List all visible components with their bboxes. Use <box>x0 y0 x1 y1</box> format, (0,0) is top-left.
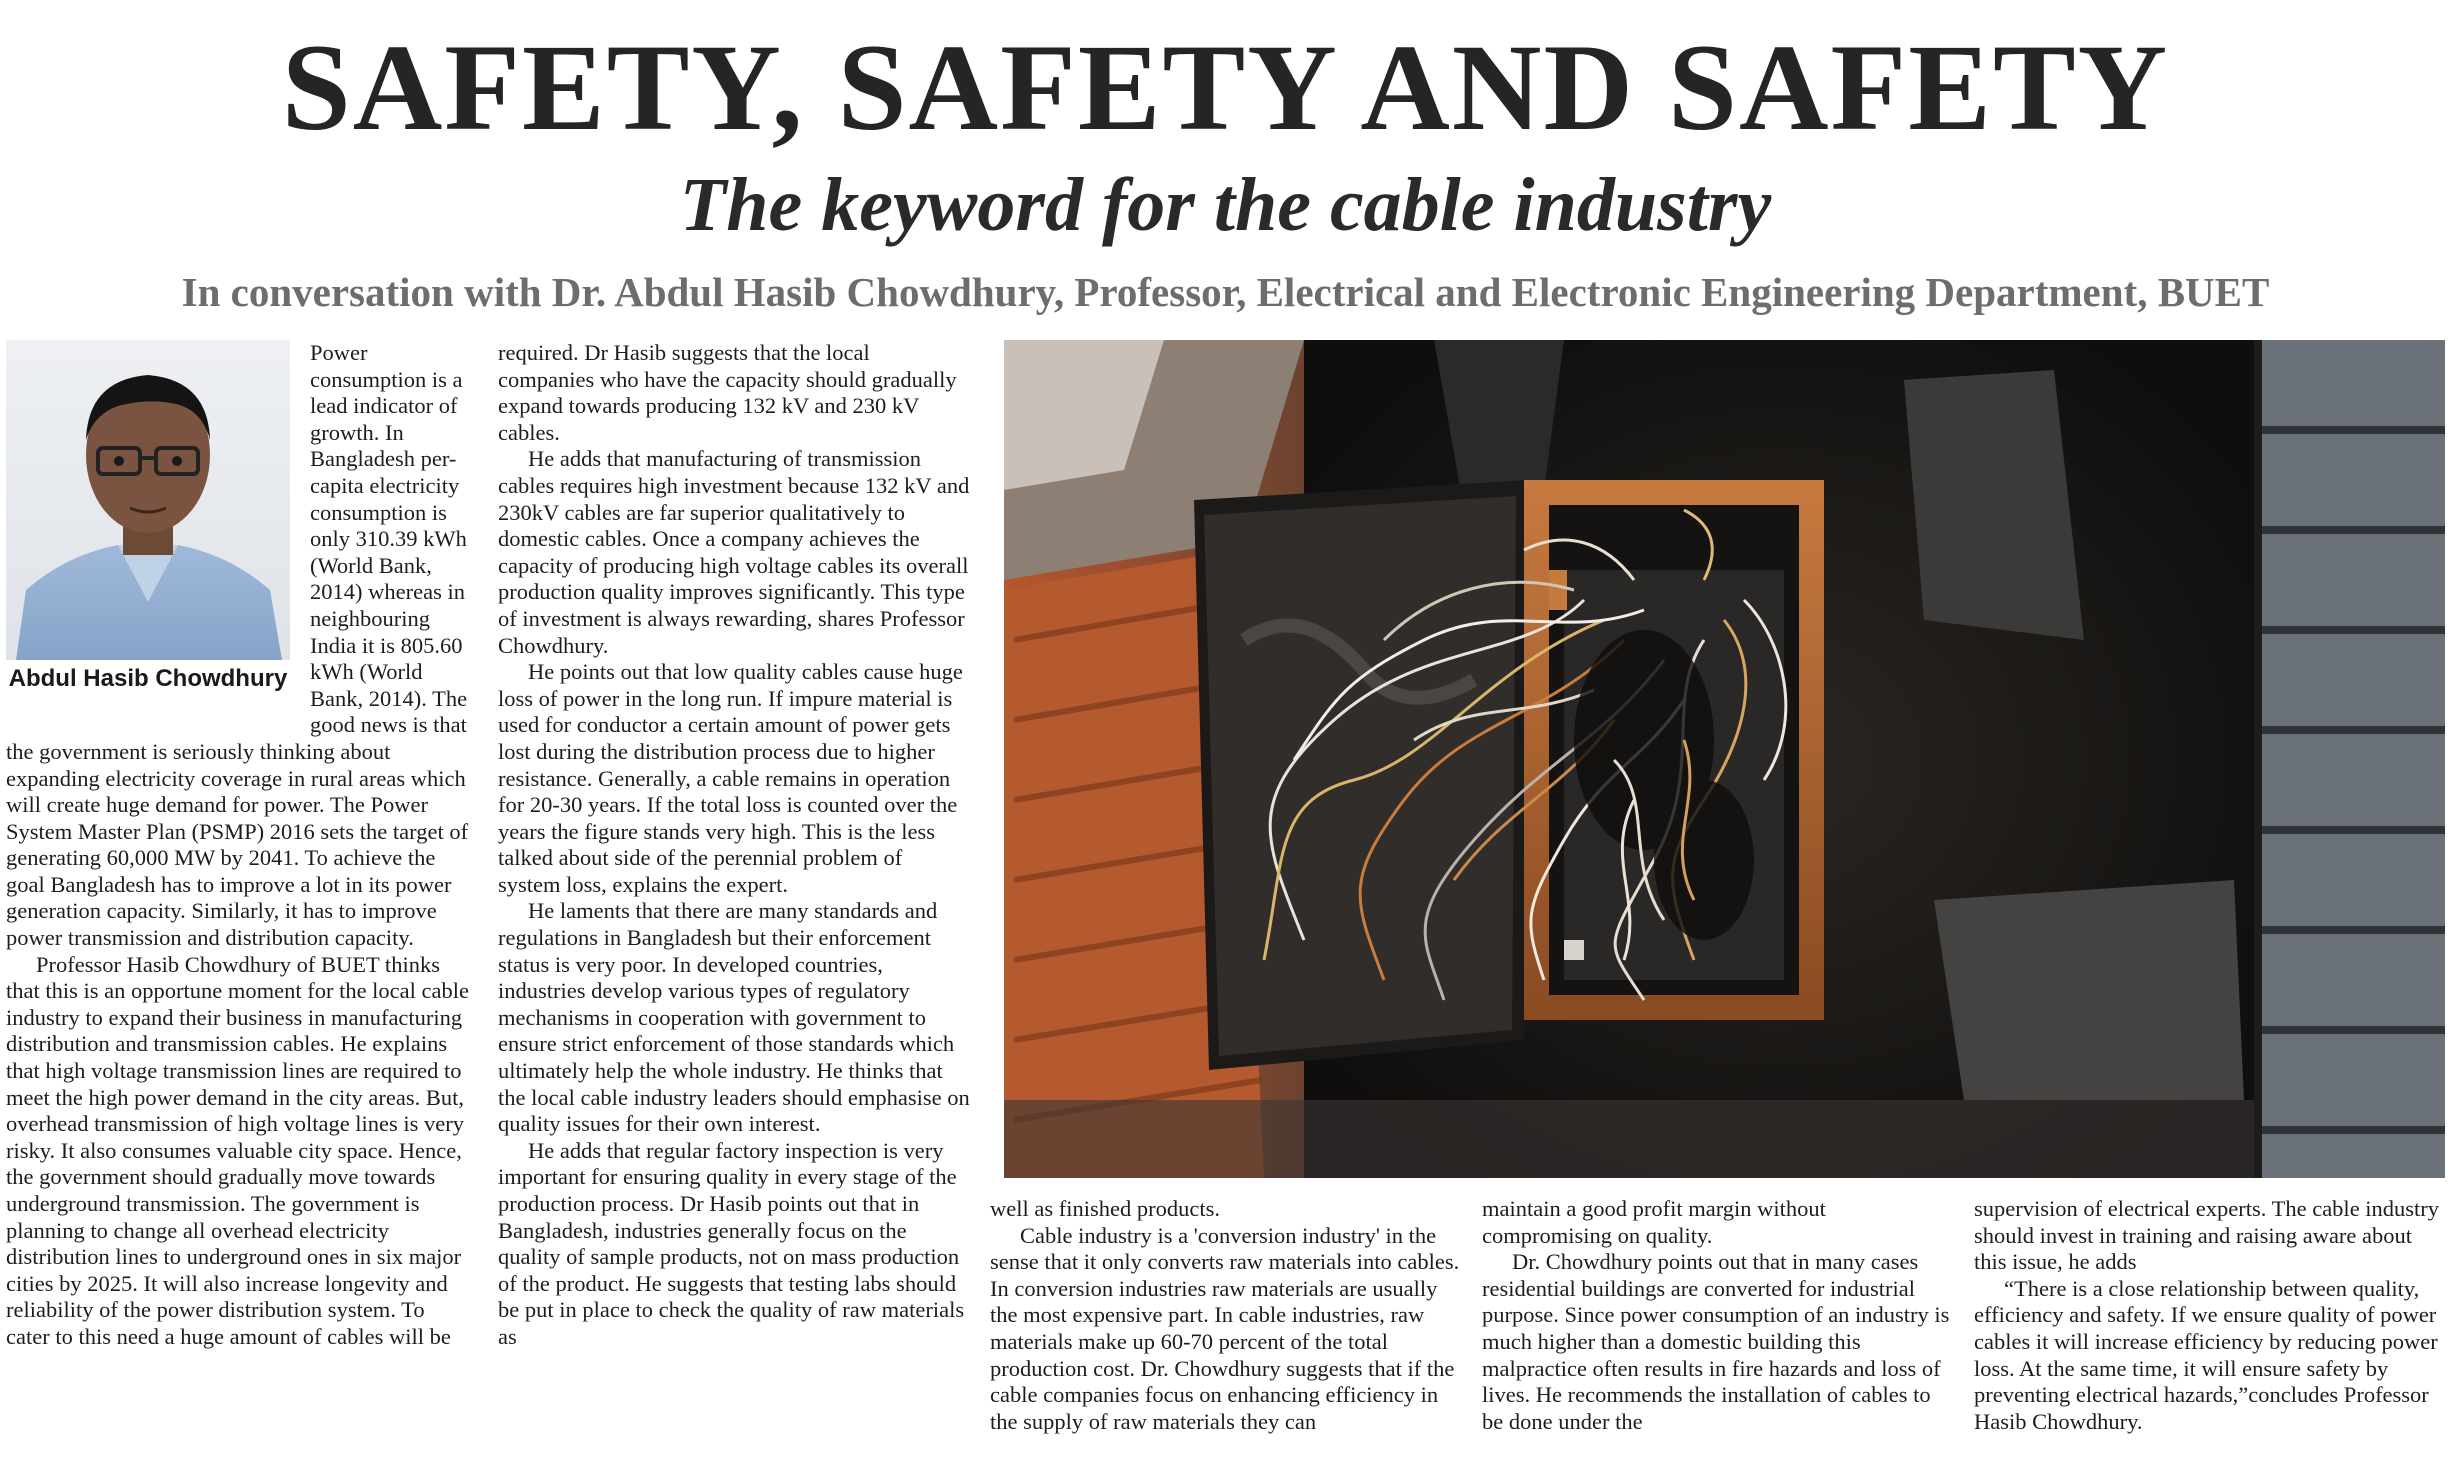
paragraph: required. Dr Hasib suggests that the local companies who have the capacity should gradually expand towards producing 132 kV and 230 kV cables. <box>498 340 957 445</box>
article-column-4 <box>1482 1196 1952 1435</box>
paragraph: maintain a good profit margin without compromising on quality. <box>1482 1196 1826 1248</box>
article-column-2 <box>498 340 970 1351</box>
burnt-electrical-box-photo <box>1004 340 2445 1178</box>
paragraph: Power consumption is a lead indicator of growth. In Bangladesh per-capita electricity consumption is only 310.39 kWh (World Bank, 2014) whereas in neighbouring India it is 805.60 kWh (World Bank, 2014). The good news is that the government is seriously thinking about expanding electricity coverage in rural areas which will create huge demand for power. The Power System Master Plan (PSMP) 2016 sets the target of generating 60,000 MW by 2041. To achieve the goal Bangladesh has to improve a lot in its power generation capacity. Similarly, it has to improve power transmission and distribution capacity. <box>6 340 469 951</box>
portrait-caption: Abdul Hasib Chowdhury <box>8 665 288 692</box>
paragraph: He adds that manufacturing of transmission cables requires high investment because 132 kV and 230kV cables are far superior qualitatively to domestic cables. Once a company achieves the capacity of producing high voltage cables its overall production quality improves significantly. This type of investment is always rewarding, shares Professor Chowdhury. <box>498 446 970 658</box>
paragraph: well as finished products. <box>990 1196 1220 1221</box>
headline: SAFETY, SAFETY AND SAFETY <box>281 19 2170 156</box>
paragraph: supervision of electrical experts. The cable industry should invest in training and raising aware about this issue, he adds <box>1974 1196 2440 1275</box>
paragraph: Professor Hasib Chowdhury of BUET thinks that this is an opportune moment for the local cable industry to expand their business in manufacturing distribution and transmission cables. He explains that high voltage transmission lines are required to meet the high power demand in the city areas. But, overhead transmission of high voltage lines is very risky. It also consumes valuable city space. Hence, the government should gradually move towards underground transmission. The government is planning to change all overhead electricity distribution lines to underground ones in six major cities by 2025. It will also increase longevity and reliability of the power distribution system. To cater to this need a huge amount of cables will be <box>6 951 469 1349</box>
paragraph: He points out that low quality cables cause huge loss of power in the long run. If impure material is used for conductor a certain amount of power gets lost during the distribution process due to higher resistance. Generally, a cable remains in operation for 20-30 years. If the total loss is counted over the years the figure stands very high. This is the less talked about side of the perennial problem of system loss, explains the expert. <box>498 659 963 897</box>
article-column-5 <box>1974 1196 2444 1435</box>
article-column-1 <box>6 340 472 1351</box>
article-column-3 <box>990 1196 1460 1435</box>
paragraph: “There is a close relationship between quality, efficiency and safety. If we ensure quality of power cables it will increase efficiency by reducing power loss. At the same time, it will ensure safety by preventing electrical hazards,”concludes Professor Hasib Chowdhury. <box>1974 1275 2438 1434</box>
paragraph: He laments that there are many standards and regulations in Bangladesh but their enforcement status is very poor. In developed countries, industries develop various types of regulatory mechanisms in cooperation with government to ensure strict enforcement of those standards which ultimately help the whole industry. He thinks that the local cable industry leaders should emphasise on quality issues for their own interest. <box>498 898 970 1137</box>
portrait-photo <box>6 340 290 710</box>
paragraph: Dr. Chowdhury points out that in many cases residential buildings are converted for industrial purpose. Since power consumption of an industry is much higher than a domestic building this malpractice often results in fire hazards and loss of lives. He recommends the installation of cables to be done under the <box>1482 1249 1950 1434</box>
portrait-image <box>6 340 290 660</box>
paragraph: He adds that regular factory inspection is very important for ensuring quality in every stage of the production process. Dr Hasib points out that in Bangladesh, industries generally focus on the quality of sample products, not on mass production of the product. He suggests that testing labs should be put in place to check the quality of raw materials as <box>498 1137 965 1349</box>
byline: In conversation with Dr. Abdul Hasib Chowdhury, Professor, Electrical and Electronic Engineering Department, BUET <box>181 269 2270 315</box>
paragraph: Cable industry is a 'conversion industry' in the sense that it only converts raw materials into cables. In conversion industries raw materials are usually the most expensive part. In cable industries, raw materials make up 60-70 percent of the total production cost. Dr. Chowdhury suggests that if the cable companies focus on enhancing efficiency in the supply of raw materials they can <box>990 1222 1460 1434</box>
subheadline: The keyword for the cable industry <box>679 163 1772 247</box>
